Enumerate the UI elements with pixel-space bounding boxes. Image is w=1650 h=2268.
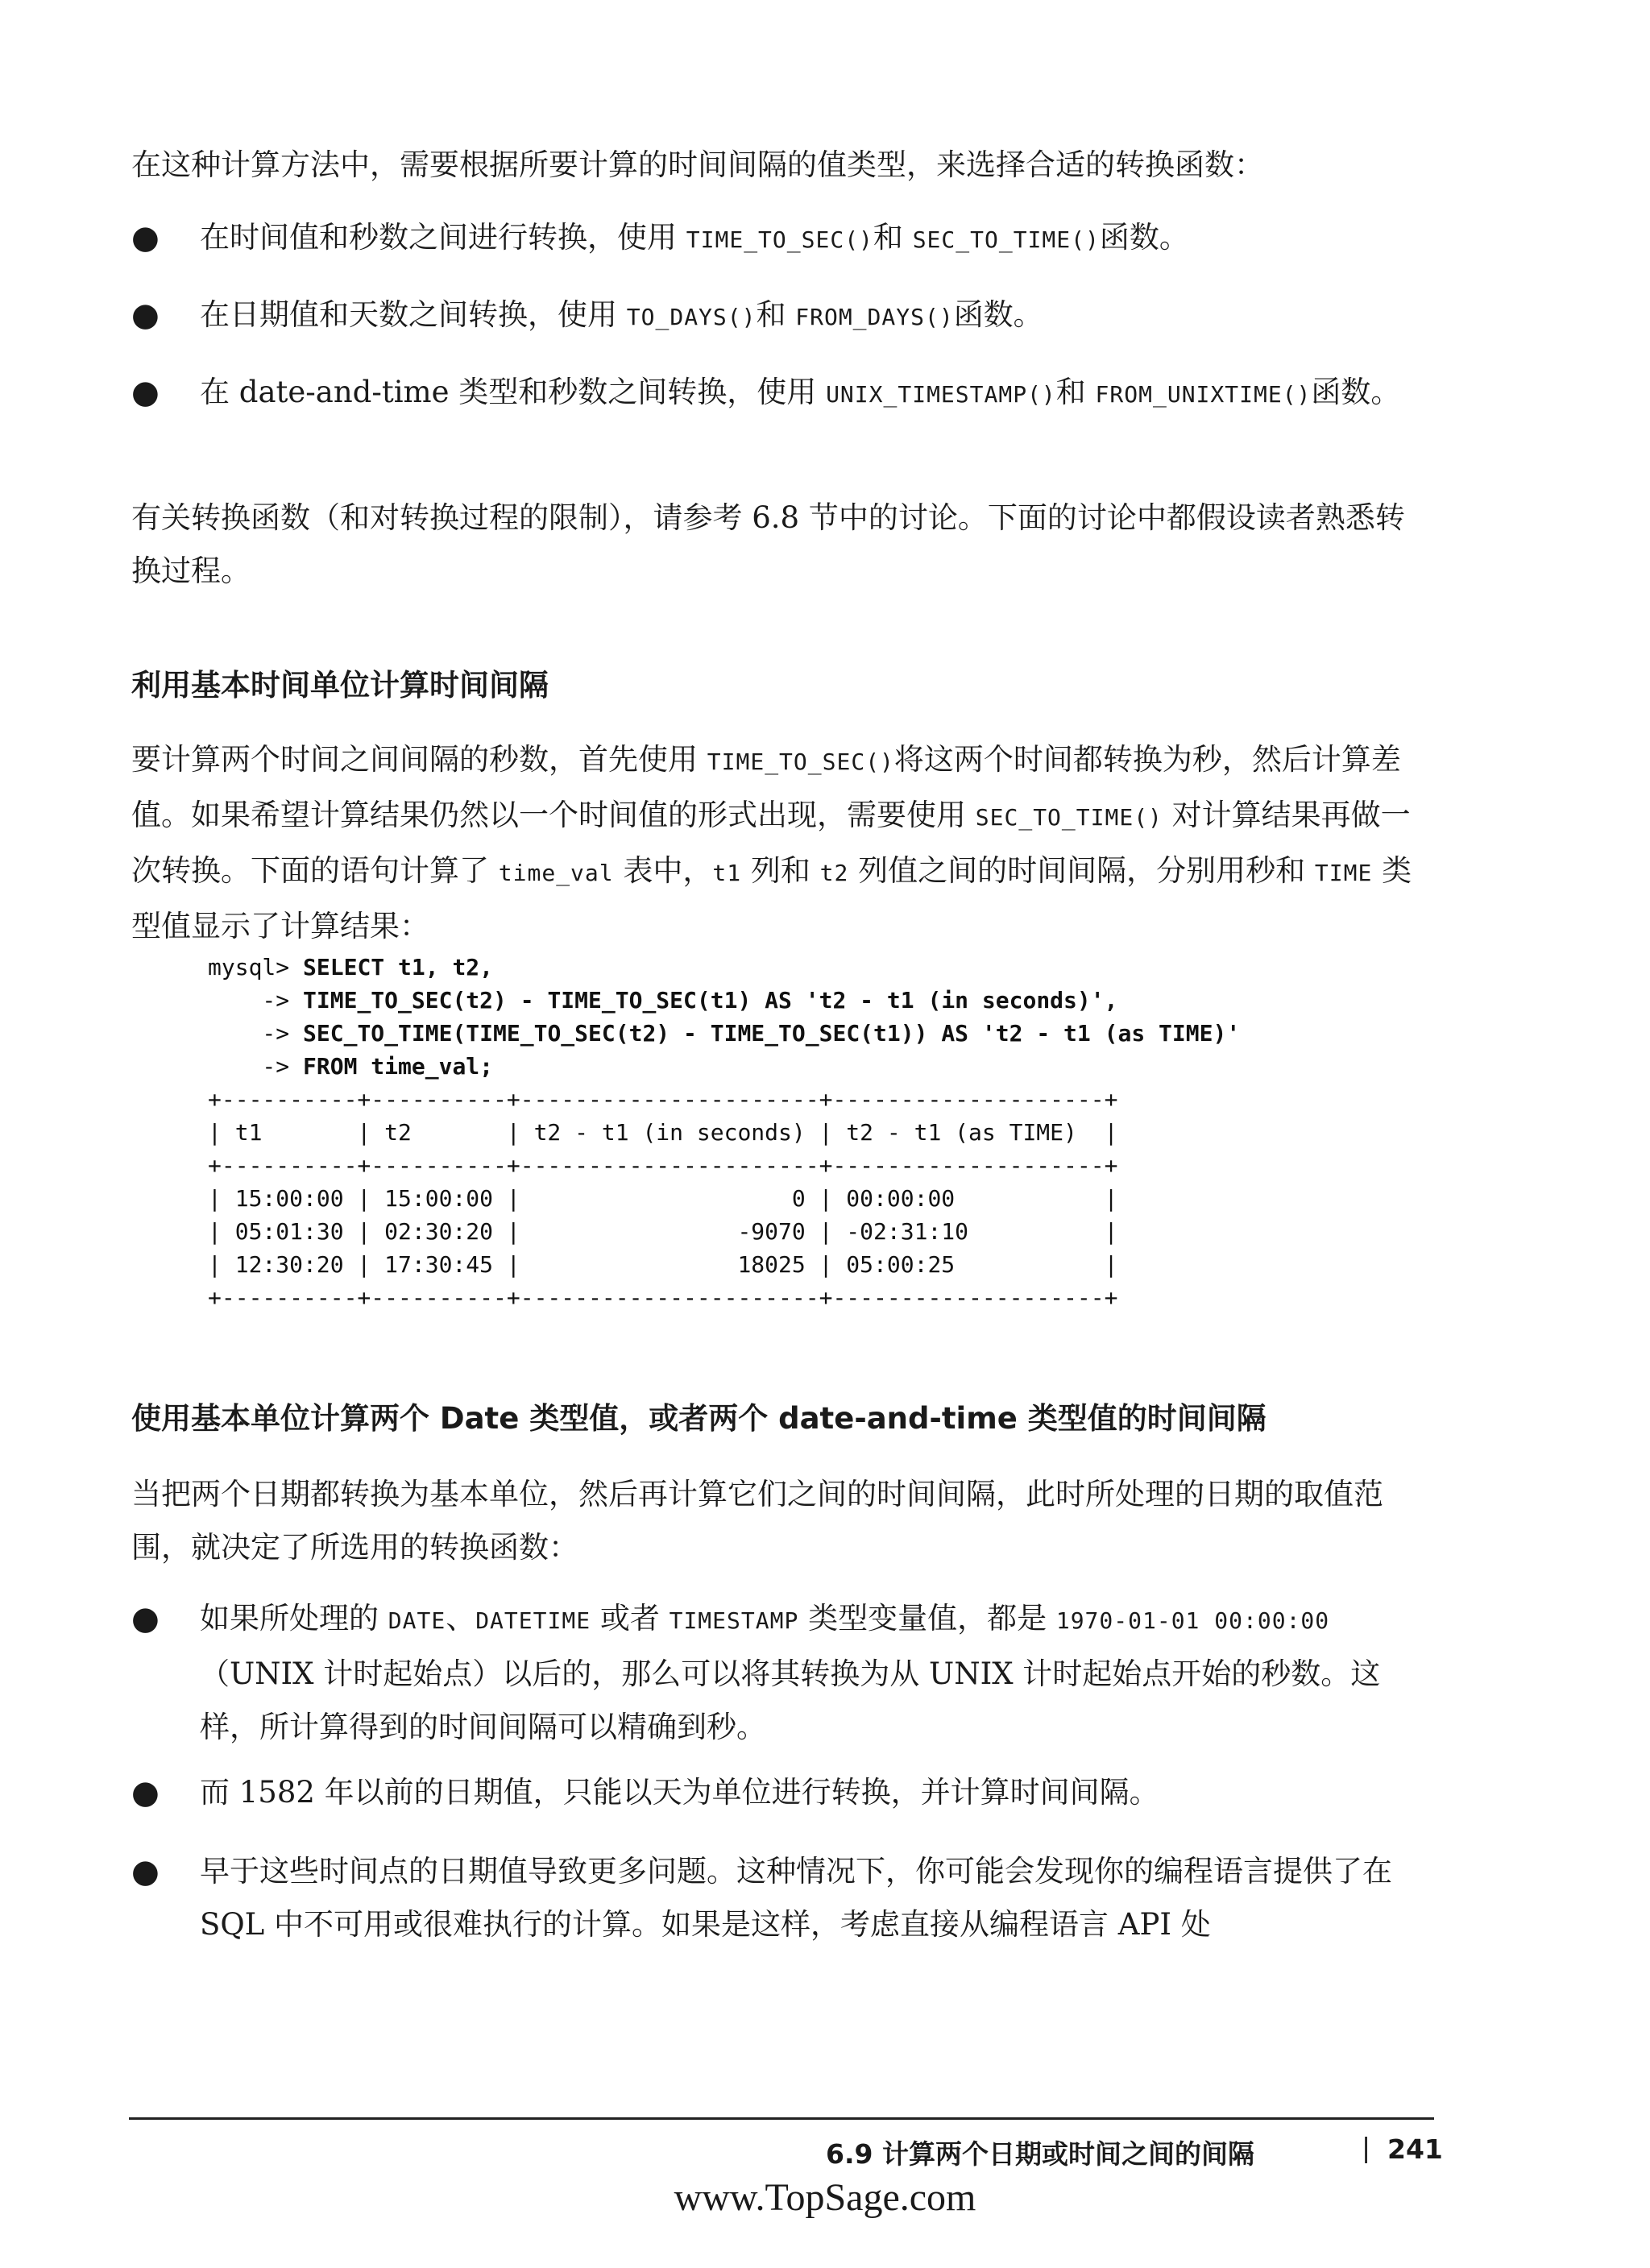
table-border: +----------+----------+----------------------+--------------------+ — [208, 1152, 1118, 1179]
section-heading: 使用基本单位计算两个 Date 类型值，或者两个 date-and-time 类型值的时间间隔 — [131, 1401, 1267, 1436]
intro-paragraph: 在这种计算方法中，需要根据所要计算的时间间隔的值类型，来选择合适的转换函数： — [131, 147, 1264, 182]
code-inline: time_val — [498, 860, 614, 886]
footer-rule — [129, 2117, 1434, 2120]
code-inline: 1970-01-01 00:00:00 — [1055, 1607, 1330, 1634]
reference-paragraph: 有关转换函数（和对转换过程的限制），请参考 6.8 节中的讨论。下面的讨论中都假设读者熟悉转换过程。 — [131, 500, 1405, 588]
code-inline: TIME_TO_SEC() — [686, 226, 873, 253]
code-inline: t2 — [819, 860, 849, 886]
code-inline: TO_DAYS() — [626, 304, 757, 330]
code-inline: UNIX_TIMESTAMP() — [826, 381, 1056, 408]
code-inline: DATETIME — [475, 1607, 591, 1634]
bullet-icon: ● — [131, 374, 160, 411]
code-inline: TIMESTAMP — [669, 1607, 799, 1634]
code-inline: DATE — [388, 1607, 446, 1634]
bullet-icon: ● — [131, 1774, 160, 1811]
code-inline: TIME_TO_SEC() — [707, 748, 894, 775]
body-paragraph: 要计算两个时间之间间隔的秒数，首先使用 TIME_TO_SEC()将这两个时间都转换为秒，然后计算差值。如果希望计算结果仍然以一个时间值的形式出现，需要使用 SEC_TO_TIME() 对计算结果再做一次转换。下面的语句计算了 time_val 表中，t1 列和 t2 列值之间的时间间隔，分别用秒和 TIME 类型值显示了计算结果： — [131, 742, 1412, 943]
list-item-text: 在时间值和秒数之间进行转换，使用 TIME_TO_SEC()和 SEC_TO_TIME()函数。 — [200, 220, 1189, 255]
bullet-icon: ● — [131, 1853, 160, 1890]
section-heading: 利用基本时间单位计算时间间隔 — [131, 668, 549, 703]
code-block: mysql> SELECT t1, t2, -> TIME_TO_SEC(t2) - TIME_TO_SEC(t1) AS 't2 - t1 (in seconds)', -> SEC_TO_TIME(TIME_TO_SEC(t2) - TIME_TO_SEC(t1)) AS 't2 - t1 (as TIME)' -> FROM time_val; +----------+----------+----------------------+--------------------+ | t1 | t2 | t2 - t1 (in seconds) | t2 - t1 (as TIME) | +----------+----------+----------------------+--------------------+ | 15:00:00 | 15:00:00 | 0 | 00:00:00 | | 05:01:30 | 02:30:20 | -9070 | -02:31:10 | | 12:30:20 | 17:30:45 | 18025 | 05:00:25 | +----------+----------+----------------------+--------------------+ — [208, 954, 1241, 1311]
list-item-text: 而 1582 年以前的日期值，只能以天为单位进行转换，并计算时间间隔。 — [200, 1775, 1159, 1810]
table-border: +----------+----------+----------------------+--------------------+ — [208, 1284, 1118, 1311]
code-inline: FROM_DAYS() — [795, 304, 954, 330]
code-inline: TIME — [1314, 860, 1373, 886]
list-item-text: 如果所处理的 DATE、DATETIME 或者 TIMESTAMP 类型变量值，都是 1970-01-01 00:00:00（UNIX 计时起始点）以后的，那么可以将其转换为从 UNIX 计时起始点开始的秒数。这样，所计算得到的时间间隔可以精确到秒。 — [200, 1601, 1381, 1744]
footer-separator: | — [1362, 2132, 1371, 2163]
code-inline: SEC_TO_TIME() — [975, 804, 1163, 831]
list-item-text: 在 date-and-time 类型和秒数之间转换，使用 UNIX_TIMESTAMP()和 FROM_UNIXTIME()函数。 — [200, 375, 1401, 409]
table-row: | 05:01:30 | 02:30:20 | -9070 | -02:31:10 | — [208, 1218, 1118, 1245]
code-inline: FROM_UNIXTIME() — [1095, 381, 1312, 408]
list-item-text: 在日期值和天数之间转换，使用 TO_DAYS()和 FROM_DAYS()函数。 — [200, 297, 1043, 332]
code-inline: t1 — [712, 860, 742, 886]
site-url: www.TopSage.com — [674, 2176, 976, 2219]
body-paragraph: 当把两个日期都转换为基本单位，然后再计算它们之间的时间间隔，此时所处理的日期的取值范围，就决定了所选用的转换函数： — [131, 1477, 1383, 1565]
bullet-icon: ● — [131, 296, 160, 334]
table-row: | 12:30:20 | 17:30:45 | 18025 | 05:00:25 | — [208, 1251, 1118, 1278]
table-border: +----------+----------+----------------------+--------------------+ — [208, 1086, 1118, 1113]
page-number: 241 — [1387, 2133, 1443, 2165]
list-item-text: 早于这些时间点的日期值导致更多问题。这种情况下，你可能会发现你的编程语言提供了在 SQL 中不可用或很难执行的计算。如果是这样，考虑直接从编程语言 API 处 — [200, 1854, 1392, 1942]
footer-section-title: 6.9 计算两个日期或时间之间的间隔 — [826, 2138, 1254, 2170]
bullet-icon: ● — [131, 219, 160, 256]
bullet-icon: ● — [131, 1600, 160, 1637]
code-inline: SEC_TO_TIME() — [912, 226, 1100, 253]
table-row: | 15:00:00 | 15:00:00 | 0 | 00:00:00 | — [208, 1185, 1118, 1212]
table-header: | t1 | t2 | t2 - t1 (in seconds) | t2 - t1 (as TIME) | — [208, 1119, 1118, 1146]
